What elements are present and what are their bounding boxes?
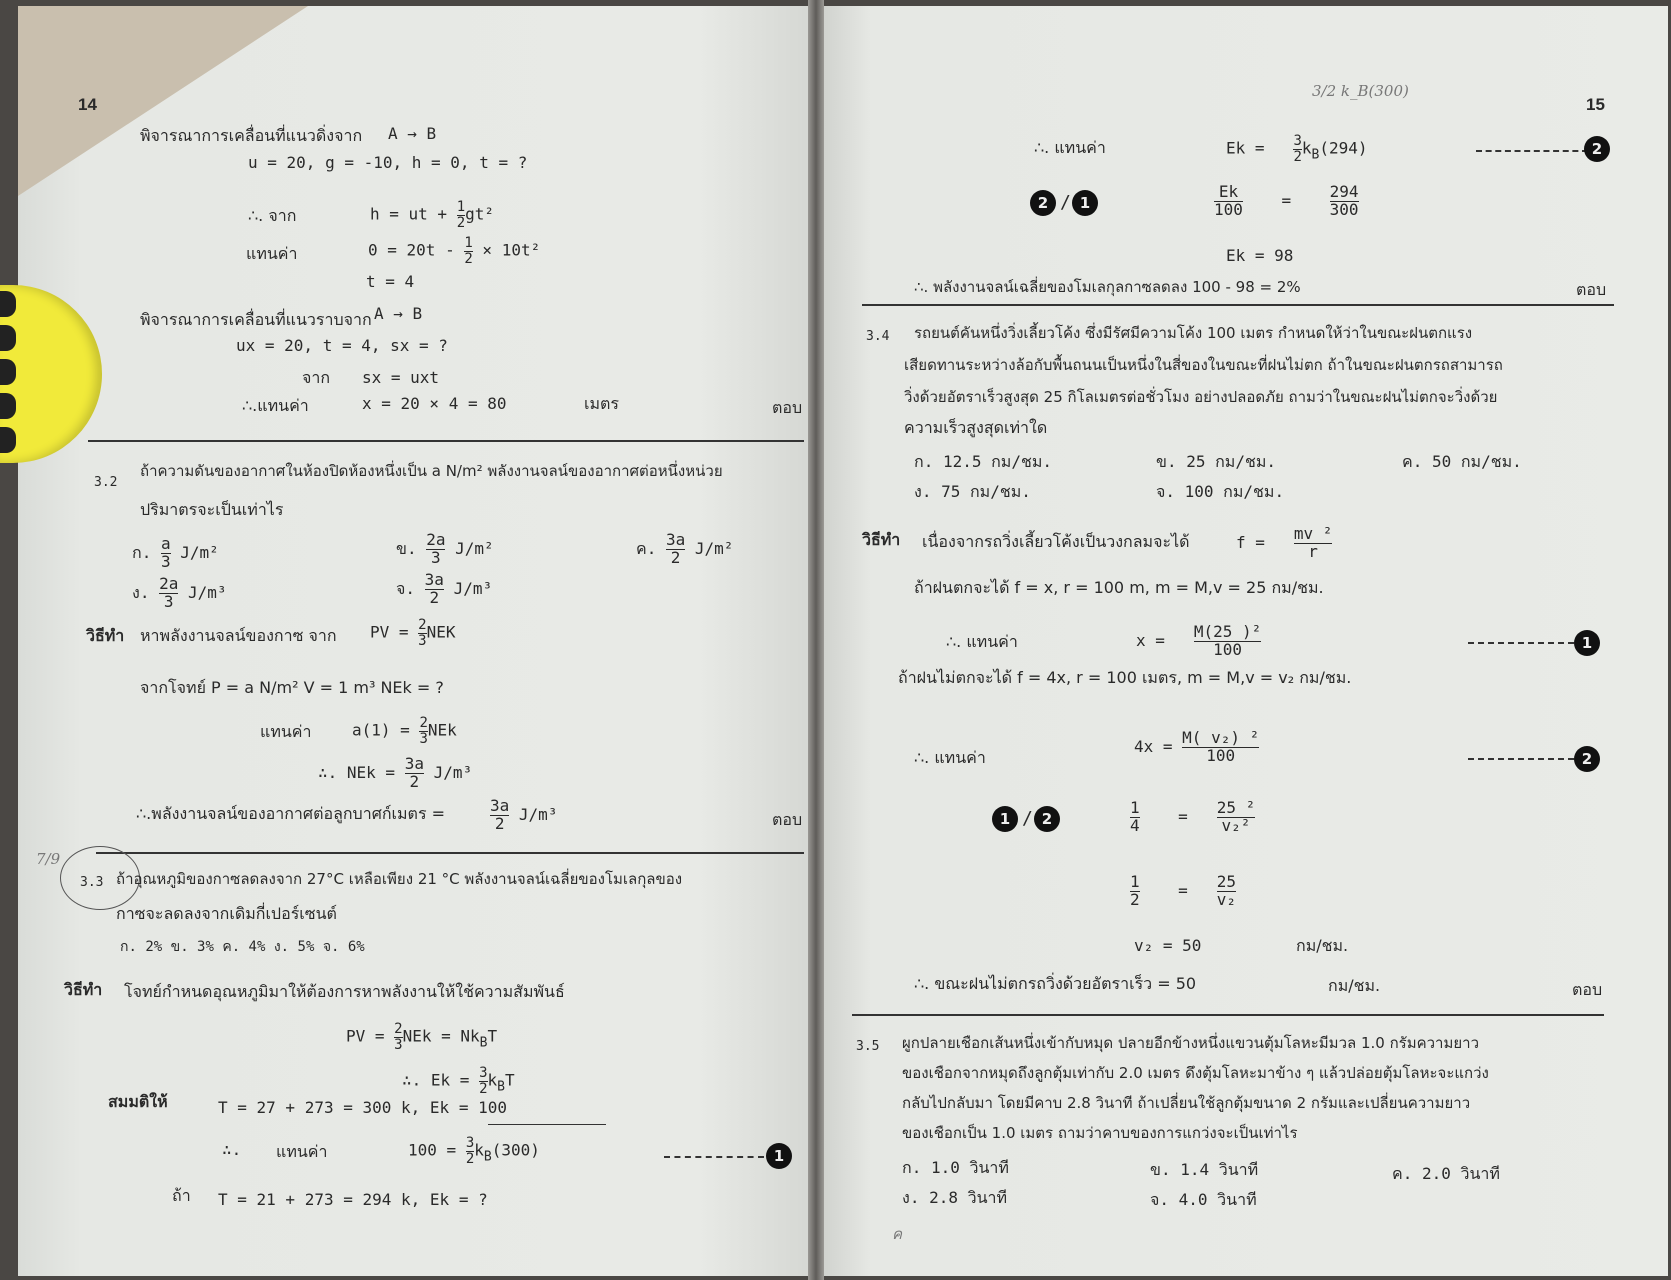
answer-label: ตอบ [1572, 980, 1603, 999]
q35-text-3: กลับไปกลับมา โดยมีคาบ 2.8 วินาที ถ้าเปลี่ยนใช้ลูกตุ้มขนาด 2 กรัมและเปลี่ยนความยาว [902, 1094, 1471, 1112]
s33-line-5: 100 = $\frac{3}{2}$ $k_B(300)$ [408, 1135, 540, 1167]
pencil-note: ค [892, 1225, 903, 1243]
q32-text-2: ปริมาตรจะเป็นเท่าไร [140, 500, 284, 519]
left-line-9b: x = 20 × 4 = 80 [362, 394, 507, 413]
s33-line-5b: แทนค่า [276, 1142, 328, 1161]
left-line-6a: พิจารณาการเคลื่อนที่แนวราบจาก [140, 310, 372, 329]
q34-option-a: ก. 12.5 กม/ชม. [914, 452, 1053, 471]
s32-line-3a: แทนค่า [260, 722, 312, 741]
q35-option-b: ข. 1.4 วินาที [1150, 1160, 1259, 1179]
s32-line-1-eq: PV = $\frac{2}{3}$ NEK [370, 617, 456, 649]
q34-text-2: เสียดทานระหว่างล้อกับพื้นถนนเป็นหนึ่งในสี่ของในขณะที่ฝนไม่ตก ถ้าในขณะฝนตกรถสามารถ [904, 356, 1503, 374]
s34-line-6: $\frac{1}{4}$ = $\frac{\text{25 ²}}{\text{v₂²}}$ [1130, 798, 1256, 835]
q32-text-1: ถ้าความดันของอากาศในห้องปิดห้องหนึ่งเป็น a N/m² พลังงานจลน์ของอากาศต่อหนึ่งหน่วย [140, 462, 723, 480]
left-line-4a: แทนค่า [246, 244, 298, 263]
s32-line-3: a(1) = $\frac{2}{3}$ NEk [352, 715, 457, 747]
left-line-7: ux = 20, t = 4, sx = ? [236, 336, 448, 355]
r-line-3: Ek = 98 [1226, 246, 1294, 265]
answer-label: ตอบ [772, 810, 803, 829]
q33-text-1: ถ้าอุณหภูมิของกาซลดลงจาก 27°C เหลือเพียง 21 °C พลังงานจลน์เฉลี่ยของโมเลกุลของ [116, 870, 683, 888]
dashed-leader [1476, 150, 1588, 152]
answer-label: ตอบ [772, 398, 803, 417]
s34-line-5: 4x = $\frac{\text{M( v₂) ²}}{100}$ [1134, 728, 1260, 765]
q34-number: 3.4 [866, 329, 890, 344]
r-line-1: Ek = $\frac{3}{2}$ $k_B(294)$ [1226, 133, 1368, 165]
s33-line-1: โจทย์กำหนดอุณหภูมิมาให้ต้องการหาพลังงานให้ใช้ความสัมพันธ์ [124, 982, 565, 1001]
s34-line-5a: ∴. แทนค่า [914, 748, 986, 767]
s34-line-7: $\frac{1}{2}$ = $\frac{25}{\text{v₂}}$ [1130, 872, 1236, 909]
q35-number: 3.5 [856, 1039, 880, 1054]
q32-option-b: ข. $\frac{2a}{3}$ J/m² [396, 530, 494, 567]
left-line-1: พิจารณาการเคลื่อนที่แนวดิ่งจาก [140, 126, 363, 145]
q32-option-c: ค. $\frac{3a}{2}$ J/m² [636, 530, 734, 567]
left-line-5: t = 4 [366, 272, 415, 291]
q34-text-4: ความเร็วสูงสุดเท่าใด [904, 418, 1048, 437]
equation-badge-1: 1 [1072, 190, 1098, 216]
q32-option-a: ก. $\frac{a}{3}$ J/m² [132, 534, 219, 571]
equation-badge-1: 1 [766, 1143, 792, 1169]
s32-line-1: หาพลังงานจลน์ของกาซ จาก [140, 626, 337, 645]
pencil-note: 7/9 [36, 850, 61, 868]
s34-line-8: v₂ = 50 [1134, 936, 1202, 955]
divider [88, 440, 804, 442]
q35-option-e: จ. 4.0 วินาที [1150, 1190, 1257, 1209]
divider [862, 304, 1614, 306]
q32-option-e: จ. $\frac{3a}{2}$ J/m³ [396, 570, 493, 607]
r-line-4: ∴. พลังงานจลน์เฉลี่ยของโมเลกุลกาซลดลง 100 - 98 = 2% [914, 278, 1301, 296]
q33-options: ก. 2% ข. 3% ค. 4% ง. 5% จ. 6% [120, 939, 365, 955]
dashed-leader [1468, 758, 1574, 760]
q35-option-d: ง. 2.8 วินาที [902, 1188, 1008, 1207]
q34-option-c: ค. 50 กม/ชม. [1402, 452, 1522, 471]
s33-line-3: ∴. Ek = $\frac{3}{2}$ $k_BT$ [402, 1065, 515, 1097]
left-line-4: 0 = 20t - $\frac{1}{2}$ × 10t² [368, 235, 541, 267]
q34-text-3: วิ่งด้วยอัตราเร็วสูงสุด 25 กิโลเมตรต่อชั่วโมง อย่างปลอดภัย ถามว่าในขณะฝนไม่ตกจะวิ่งด้วย [904, 388, 1498, 406]
right-page-number: 15 [1586, 95, 1605, 114]
s32-line-4: ∴. NEk = $\frac{3a}{2}$ J/m³ [318, 754, 473, 791]
r-line-2: $\frac{Ek}{100}$ = $\frac{294}{300}$ [1214, 182, 1359, 219]
s32-line-5: ∴.พลังงานจลน์ของอากาศต่อลูกบาศก์เมตร = [136, 804, 446, 823]
left-line-9c: เมตร [584, 394, 619, 413]
divider [96, 852, 804, 854]
divider [852, 1014, 1604, 1016]
s34-line-9b: กม/ชม. [1328, 976, 1381, 995]
pencil-note: 3/2 k_B(300) [1312, 82, 1409, 100]
q34-option-d: ง. 75 กม/ชม. [914, 482, 1031, 501]
q32-option-d: ง. $\frac{2a}{3}$ J/m³ [132, 574, 227, 611]
s34-line-2: ถ้าฝนตกจะได้ f = x, r = 100 m, m = M,v = 25 กม/ชม. [914, 578, 1324, 597]
s33-line-2: PV = $\frac{2}{3}$ NEk = $Nk_BT$ [346, 1021, 498, 1053]
solution-label: วิธีทำ [64, 980, 103, 999]
left-line-8b: sx = uxt [362, 368, 440, 387]
s33-line-6: T = 21 + 273 = 294 k, Ek = ? [218, 1190, 488, 1209]
s33-line-4: T = 27 + 273 = 300 k, Ek = 100 [218, 1098, 507, 1117]
left-page-number: 14 [78, 95, 97, 114]
equation-badge-2: 2 [1034, 806, 1060, 832]
dashed-leader [1468, 642, 1574, 644]
left-line-9a: ∴.แทนค่า [242, 396, 309, 415]
r-line-1a: ∴. แทนค่า [1034, 138, 1106, 157]
equation-badge-1: 1 [1574, 630, 1600, 656]
q35-option-a: ก. 1.0 วินาที [902, 1158, 1009, 1177]
q35-text-4: ของเชือกเป็น 1.0 เมตร ถามว่าคาบของการแกว่งจะเป็นเท่าไร [902, 1124, 1298, 1142]
q33-number: 3.3 [80, 875, 104, 890]
left-line-1b: A → B [388, 124, 437, 143]
left-line-2: u = 20, g = -10, h = 0, t = ? [248, 153, 528, 172]
s34-line-8b: กม/ชม. [1296, 936, 1349, 955]
s33-line-4a: สมมติให้ [108, 1092, 168, 1111]
q33-text-2: กาซจะลดลงจากเดิมกี่เปอร์เซนต์ [116, 904, 337, 923]
q32-number: 3.2 [94, 475, 118, 490]
q35-text-2: ของเชือกจากหมุดถึงลูกตุ้มเท่ากับ 2.0 เมตร ดึงตุ้มโลหะมาข้าง ๆ แล้วปล่อยตุ้มโลหะจะแกว่ง [902, 1064, 1489, 1082]
left-line-6b: A → B [374, 304, 423, 323]
s32-line-5-val: $\frac{3a}{2}$ J/m³ [490, 796, 558, 833]
solution-label: วิธีทำ [86, 626, 125, 645]
left-line-8a: จาก [302, 368, 331, 387]
equation-badge-1: 1 [992, 806, 1018, 832]
q35-option-c: ค. 2.0 วินาที [1392, 1164, 1500, 1183]
answer-label: ตอบ [1576, 280, 1607, 299]
ratio-slash: / [1060, 192, 1071, 213]
q35-text-1: ผูกปลายเชือกเส้นหนึ่งเข้ากับหมุด ปลายอีกข้างหนึ่งแขวนตุ้มโลหะมีมวล 1.0 กรัมความยาว [902, 1034, 1480, 1052]
s34-line-3: x = $\frac{\text{M(25 )²}}{100}$ [1136, 622, 1262, 659]
underline [488, 1124, 606, 1125]
equation-badge-2: 2 [1574, 746, 1600, 772]
s34-line-1: เนื่องจากรถวิ่งเลี้ยวโค้งเป็นวงกลมจะได้ [922, 532, 1190, 551]
q34-option-e: จ. 100 กม/ชม. [1156, 482, 1285, 501]
left-line-3a: ∴. จาก [248, 206, 297, 225]
left-line-3: h = ut + $\frac{1}{2}$ gt² [370, 199, 495, 231]
s33-line-5a: ∴. [222, 1140, 242, 1159]
s34-line-3a: ∴. แทนค่า [946, 632, 1018, 651]
book-spine [808, 0, 824, 1280]
q34-option-b: ข. 25 กม/ชม. [1156, 452, 1277, 471]
equation-badge-2: 2 [1030, 190, 1056, 216]
equation-badge-2: 2 [1584, 136, 1610, 162]
dashed-leader [664, 1156, 764, 1158]
ratio-slash: / [1022, 808, 1033, 829]
s34-line-1-eq: f = $\frac{\text{mv ²}}{r}$ [1236, 524, 1333, 561]
q34-text-1: รถยนต์คันหนึ่งวิ่งเลี้ยวโค้ง ซึ่งมีรัศมีความโค้ง 100 เมตร กำหนดให้ว่าในขณะฝนตกแรง [914, 324, 1473, 342]
s33-line-6a: ถ้า [172, 1186, 191, 1205]
solution-label: วิธีทำ [862, 530, 901, 549]
s32-line-2: จากโจทย์ P = a N/m² V = 1 m³ NEk = ? [140, 678, 444, 697]
s34-line-4: ถ้าฝนไม่ตกจะได้ f = 4x, r = 100 เมตร, m = M,v = v₂ กม/ชม. [898, 668, 1352, 687]
s34-line-9: ∴. ขณะฝนไม่ตกรถวิ่งด้วยอัตราเร็ว = 50 [914, 974, 1197, 993]
